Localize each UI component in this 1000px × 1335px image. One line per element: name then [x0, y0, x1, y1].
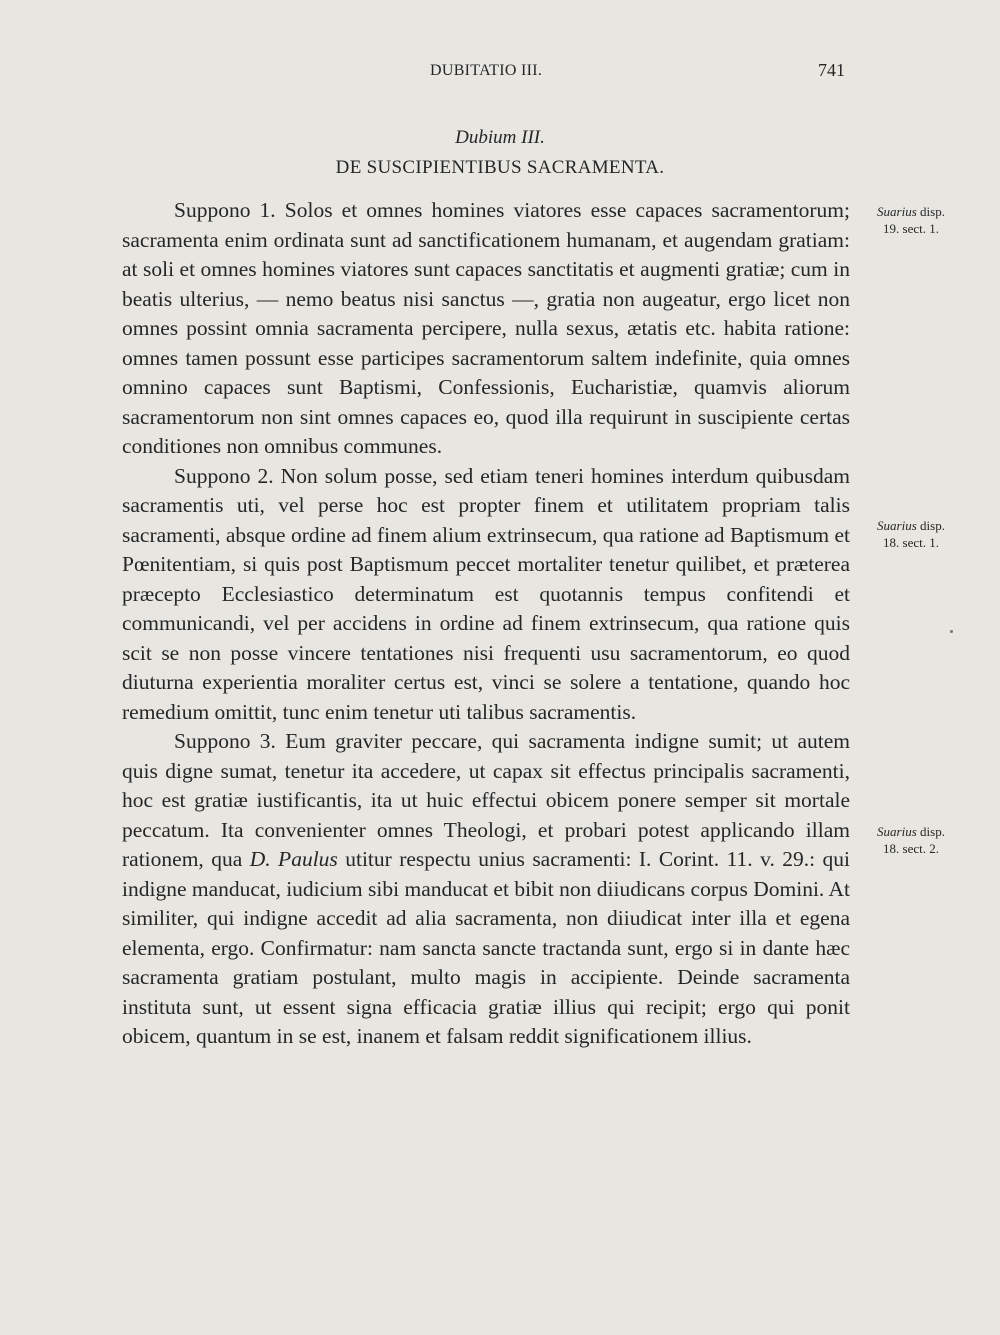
- margin-note-3: [856, 823, 966, 857]
- paragraph-3-part-2: utitur respectu unius sacramenti: I. Corint. 11. v. 29.: qui indigne manducat, iudicium sibi manducat et bibit non diiudicans corpus Domini. At similiter, qui indigne accedit ad alia sacramenta, non diiudicat inter illa et egena elementa, ergo. Confirmatur: nam sancta sancte tractanda sunt, ergo si in dante hæc sacramenta gratiam postulant, multo magis in accipiente. Deinde sacramenta instituta sunt, ut essent signa efficacia gratiæ illius qui recipit; ergo qui ponit obicem, quantum in se est, inanem et falsam reddit significationem illius.: [122, 847, 851, 1048]
- margin-note-ref: disp.: [920, 204, 945, 219]
- margin-note-ref: disp.: [920, 518, 945, 533]
- margin-note-line2: 18. sect. 1.: [883, 535, 939, 550]
- margin-note-2: [856, 517, 966, 551]
- paragraph-2: Suppono 2. Non solum posse, sed etiam teneri homines interdum quibusdam sacramentis uti, vel perse hoc est propter finem et utilitatem propriam talis sacramenti, absque ordine ad finem alium extrinsecum, qua ratione ad Baptismum et Pœnitentiam, si quis post Baptismum peccet mortaliter tenetur quilibet, et præterea præcepto Ecclesiastico determinatum est quotannis tempus confitendi et communicandi, vel per accidens in ordine ad finem extrinsecum, qua ratione quis scit se non posse vincere tentationes nisi frequenti usu sacramentorum, eo quod diuturna experientia moraliter certus est, vinci se solere a tentatione, quando hoc remedium omittit, tunc enim tenetur uti talibus sacramentis.: [122, 463, 850, 724]
- margin-note-author: Suarius: [877, 204, 917, 219]
- paragraph-1: Suppono 1. Solos et omnes homines viatores esse capaces sacramentorum; sacramenta enim ordinata sunt ad sanctificationem humanam, et augendam gratiam: at soli et omnes homines viatores sunt capaces sanctitatis et augmenti gratiæ; cum in beatis ulterius, — nemo beatus nisi sanctus —, gratia non augeatur, ergo licet non omnes possint omnia sacramenta percipere, nulla sexus, ætatis etc. habita ratione: omnes tamen possunt esse participes sacramentorum saltem indefinite, quia omnes omnino capaces sunt Baptismi, Confessionis, Eucharistiæ, quamvis aliorum sacramentorum non sint omnes capaces eo, quod illa requirunt in suscipiente certas conditiones non omnibus communes.: [122, 198, 850, 458]
- section-title: Dubium III.: [455, 127, 545, 148]
- paper-speck: [950, 630, 953, 633]
- margin-note-line2: 18. sect. 2.: [883, 841, 939, 856]
- margin-note-ref: disp.: [920, 824, 945, 839]
- margin-note-author: Suarius: [877, 518, 917, 533]
- paragraph-3-part-1: Suppono 3. Eum graviter peccare, qui sacramenta indigne sumit; ut autem quis digne sumat, tenetur ita accedere, ut capax sit effectus principalis sacramenti, hoc est gratiæ iustificantis, ita ut huic effectui obicem ponere semper sit mortale peccatum. Ita convenienter omnes Theologi, et probari potest applicando illam rationem, qua: [122, 729, 850, 871]
- page-number: 741: [818, 60, 845, 80]
- margin-note-line2: 19. sect. 1.: [883, 221, 939, 236]
- body-text: [122, 196, 850, 1052]
- margin-note-1: [856, 203, 966, 237]
- running-head: DUBITATIO III.: [430, 62, 543, 79]
- paragraph-3-italic-name: D. Paulus: [249, 847, 338, 871]
- margin-note-author: Suarius: [877, 824, 917, 839]
- section-subtitle: DE SUSCIPIENTIBUS SACRAMENTA.: [335, 157, 665, 178]
- paragraph-3: [122, 727, 850, 1052]
